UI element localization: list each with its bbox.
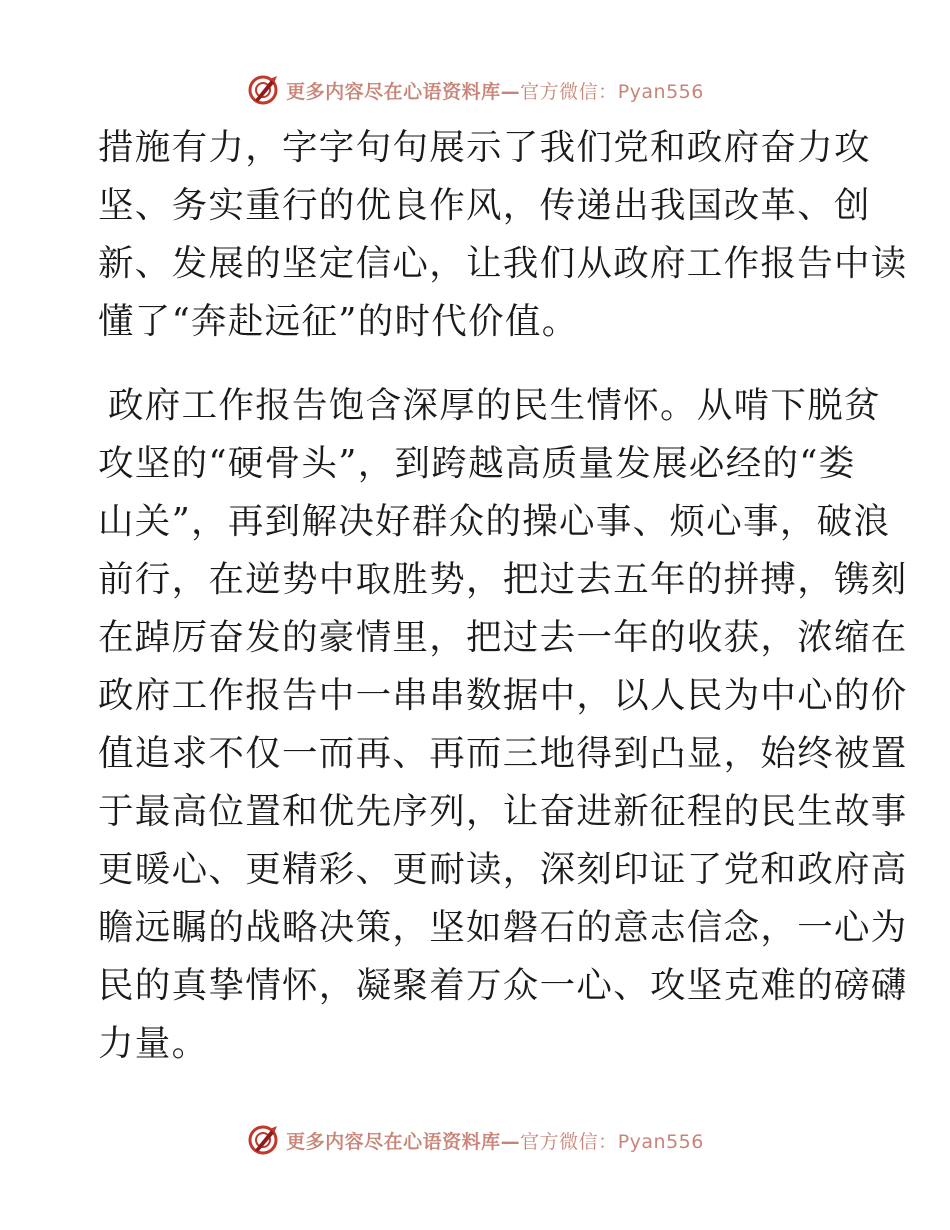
watermark-id-prefix: 官方微信： [520, 1130, 618, 1153]
paragraph-1 [98, 119, 908, 351]
paragraph-spacer [98, 351, 854, 377]
text-line: 攻坚的“硬骨头”，到跨越高质量发展必经的“娄 [98, 443, 856, 484]
text-line: 瞻远瞩的战略决策，坚如磐石的意志信念，一心为 [98, 907, 908, 948]
watermark-id: Pyan556 [617, 1130, 704, 1153]
watermark-text [286, 77, 704, 104]
text-line: 更暖心、更精彩、更耐读，深刻印证了党和政府高 [98, 849, 908, 890]
watermark-id-prefix: 官方微信： [520, 80, 618, 103]
paragraph-2 [98, 377, 908, 1073]
text-line: 在踔厉奋发的豪情里，把过去一年的收获，浓缩在 [98, 617, 908, 658]
text-line: 民的真挚情怀，凝聚着万众一心、攻坚克难的磅礴 [98, 965, 908, 1006]
watermark-text [286, 1127, 704, 1154]
text-line: 政府工作报告饱含深厚的民生情怀。从啃下脱贫 [108, 385, 881, 426]
brand-logo-icon [246, 1123, 280, 1157]
text-line: 值追求不仅一而再、再而三地得到凸显，始终被置 [98, 733, 908, 774]
text-line: 新、发展的坚定信心，让我们从政府工作报告中读 [98, 243, 908, 284]
text-line: 懂了“奔赴远征”的时代价值。 [98, 301, 579, 342]
text-line: 于最高位置和优先序列，让奋进新征程的民生故事 [98, 791, 908, 832]
watermark-main: 更多内容尽在心语资料库— [286, 1130, 521, 1153]
brand-logo-icon [246, 73, 280, 107]
text-line: 措施有力，字字句句展示了我们党和政府奋力攻 [98, 127, 871, 168]
text-line: 力量。 [98, 1023, 209, 1064]
text-line: 坚、务实重行的优良作风，传递出我国改革、创 [98, 185, 871, 226]
text-line: 前行，在逆势中取胜势，把过去五年的拼搏，镌刻 [98, 559, 908, 600]
text-line: 政府工作报告中一串串数据中，以人民为中心的价 [98, 675, 908, 716]
watermark-main: 更多内容尽在心语资料库— [286, 80, 521, 103]
document-body [98, 119, 908, 1073]
text-line: 山关”，再到解决好群众的操心事、烦心事，破浪 [98, 501, 891, 542]
watermark-id: Pyan556 [617, 80, 704, 103]
footer-watermark [0, 1120, 950, 1160]
header-watermark [0, 70, 950, 110]
